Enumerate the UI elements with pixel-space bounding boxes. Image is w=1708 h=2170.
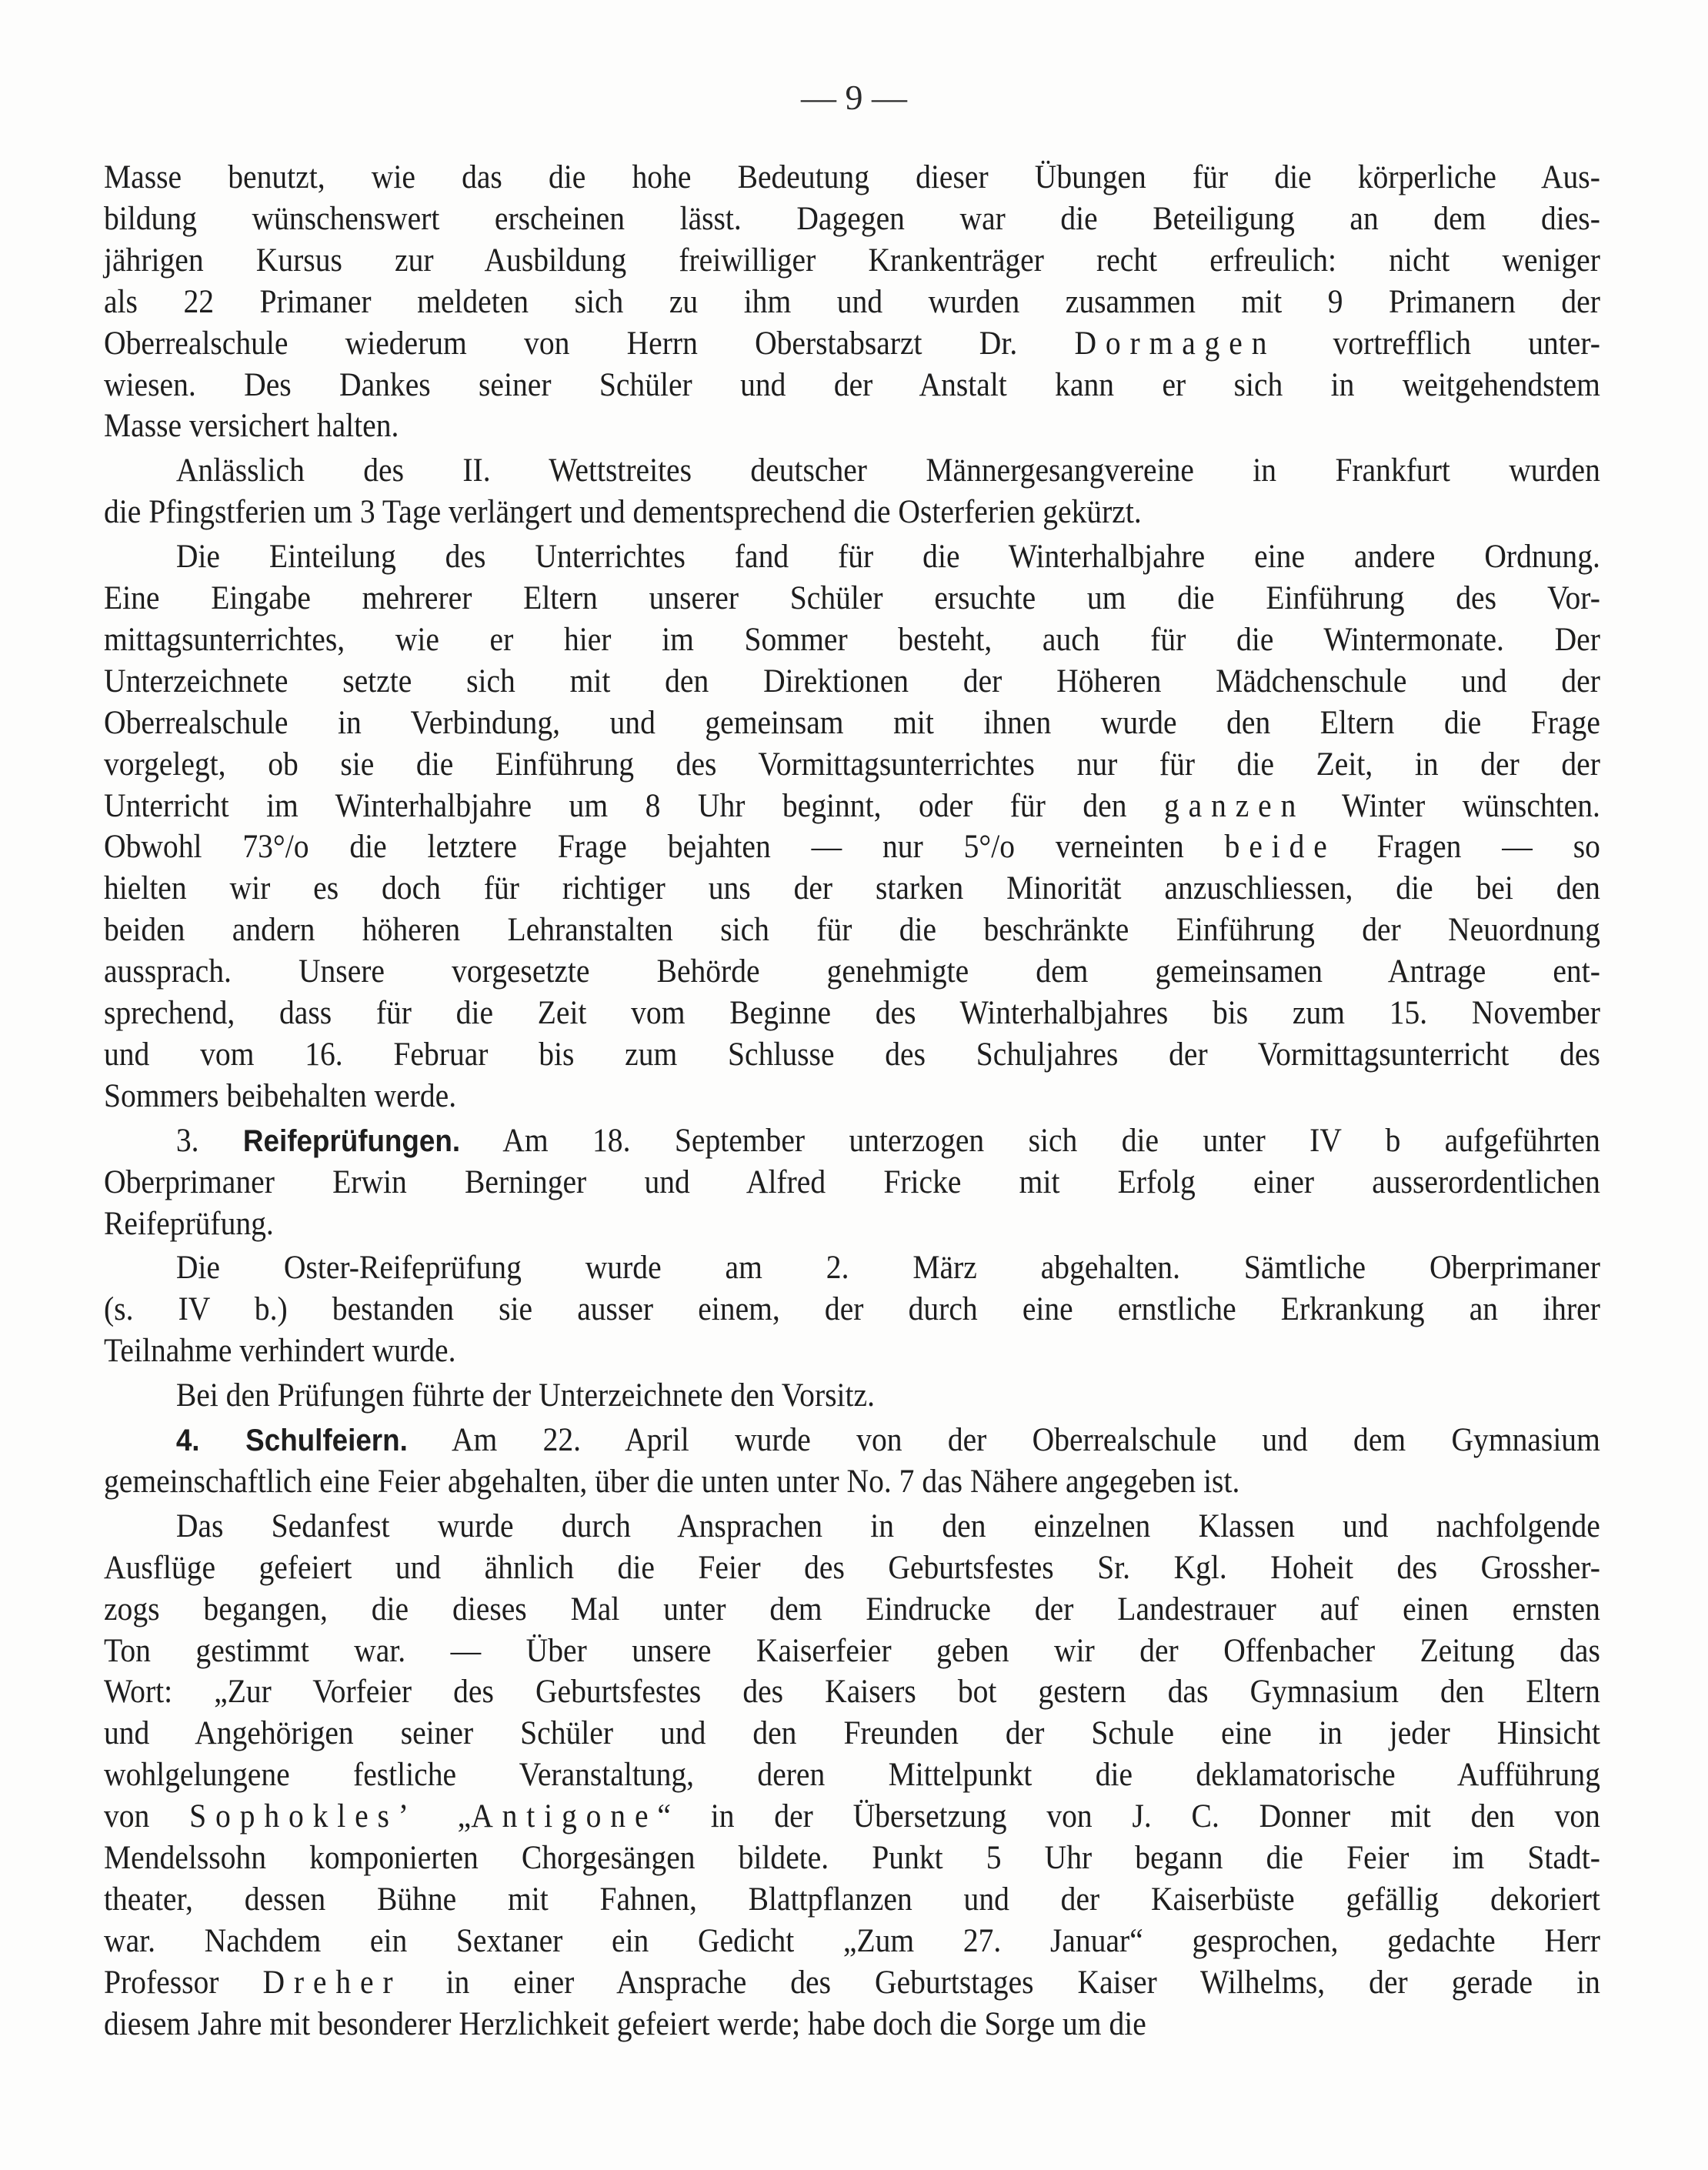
text-line	[104, 1461, 1600, 1503]
text-run: theater, dessen Bühne mit Fahnen, Blattpflanzen und der Kaiserbüste gefällig dekoriert	[104, 1881, 1600, 1918]
text-run: diesem Jahre mit besonderer Herzlichkeit gefeiert werde; habe doch die Sorge um die	[104, 2005, 1146, 2042]
text-line	[104, 826, 1600, 868]
text-run: Teilnahme verhindert wurde.	[104, 1333, 456, 1370]
section-heading: 4. Schulfeiern.	[175, 1424, 408, 1457]
text-line	[104, 1247, 1600, 1289]
text-line	[104, 1838, 1600, 1879]
text-run: die Pfingstferien um 3 Tage verlängert und dementsprechend die Osterferien gekürzt.	[104, 494, 1142, 531]
text-line	[104, 786, 1600, 827]
text-line	[104, 619, 1600, 661]
text-run: (s. IV b.) bestanden sie ausser einem, der durch eine ernstliche Erkrankung an ihrer	[104, 1291, 1600, 1328]
text-run: zogs begangen, die dieses Mal unter dem Eindrucke der Landestrauer auf einen ernsten	[104, 1591, 1600, 1627]
text-run: Sommers beibehalten werde.	[104, 1077, 457, 1114]
text-run: Am 18. September unterzogen sich die unter IV b aufgeführten	[460, 1122, 1600, 1159]
text-line	[104, 1921, 1600, 1962]
text-run: Winter wünschten.	[1305, 787, 1600, 824]
text-line	[104, 910, 1600, 951]
text-line	[104, 406, 1600, 447]
text-run: Unterzeichnete setzte sich mit den Direktionen der Höheren Mädchenschule und der	[104, 663, 1600, 699]
text-line	[104, 365, 1600, 406]
text-line	[104, 1589, 1600, 1631]
spaced-emphasis: beide	[1224, 829, 1336, 866]
text-line	[104, 450, 1600, 492]
text-run: gemeinschaftlich eine Feier abgehalten, über die unten unter No. 7 das Nähere angegeben ist.	[104, 1463, 1240, 1500]
text-line	[104, 1506, 1600, 1547]
text-line	[104, 1547, 1600, 1589]
text-run: Wort: „Zur Vorfeier des Geburtsfestes des Kaisers bot gestern das Gymnasium den Eltern	[104, 1674, 1600, 1711]
text-line	[104, 282, 1600, 323]
text-line	[104, 1289, 1600, 1330]
text-run: wiesen. Des Dankes seiner Schüler und der Anstalt kann er sich in weitgehendstem	[104, 366, 1600, 403]
text-line	[104, 703, 1600, 744]
text-line	[104, 323, 1600, 365]
text-run: wohlgelungene festliche Veranstaltung, deren Mittelpunkt die deklamatorische Aufführung	[104, 1757, 1600, 1794]
text-run: 3.	[175, 1122, 243, 1159]
text-line	[104, 1162, 1600, 1204]
text-run: Die Oster-Reifeprüfung wurde am 2. März abgehalten. Sämtliche Oberprimaner	[175, 1250, 1600, 1287]
text-run: Reifeprüfung.	[104, 1205, 274, 1242]
text-line	[104, 1879, 1600, 1921]
text-run: bildung wünschenswert erscheinen lässt. Dagegen war die Beteiligung an dem dies-	[104, 200, 1600, 237]
text-run: mittagsunterrichtes, wie er hier im Sommer besteht, auch für die Wintermonate. Der	[104, 621, 1600, 658]
text-line	[104, 240, 1600, 282]
spaced-emphasis: Antigone	[471, 1798, 658, 1835]
text-run: und Angehörigen seiner Schüler und den Freunden der Schule eine in jeder Hinsicht	[104, 1715, 1600, 1752]
text-run: Anlässlich des II. Wettstreites deutscher Männergesangvereine in Frankfurt wurden	[175, 452, 1600, 489]
text-line	[104, 1034, 1600, 1076]
text-run: Oberprimaner Erwin Berninger und Alfred Fricke mit Erfolg einer ausserordentlichen	[104, 1163, 1600, 1200]
text-line	[104, 157, 1600, 199]
text-line	[104, 2004, 1600, 2045]
text-run: und vom 16. Februar bis zum Schlusse des Schuljahres der Vormittagsunterricht des	[104, 1036, 1600, 1073]
text-run: Ausflüge gefeiert und ähnlich die Feier des Geburtsfestes Sr. Kgl. Hoheit des Grossher-	[104, 1549, 1600, 1586]
text-line	[104, 1796, 1600, 1838]
text-line	[104, 951, 1600, 993]
text-line	[104, 868, 1600, 910]
text-run: vortrefflich unter-	[1276, 325, 1600, 362]
text-run: hielten wir es doch für richtiger uns der starken Minorität anzuschliessen, die bei den	[104, 870, 1600, 907]
text-run: Die Einteilung des Unterrichtes fand für die Winterhalbjahre eine andere Ordnung.	[175, 539, 1600, 576]
text-line	[104, 1713, 1600, 1754]
text-run: Am 22. April wurde von der Oberrealschule und dem Gymnasium	[407, 1422, 1600, 1458]
text-run: vorgelegt, ob sie die Einführung des Vormittagsunterrichtes nur für die Zeit, in der der	[104, 746, 1600, 783]
text-line	[104, 993, 1600, 1034]
text-line	[104, 492, 1600, 533]
section-heading: Reifeprüfungen.	[242, 1123, 461, 1158]
text-run: jährigen Kursus zur Ausbildung freiwilliger Krankenträger recht erfreulich: nicht weniger	[104, 242, 1600, 279]
text-line	[104, 578, 1600, 619]
text-run: Professor	[104, 1964, 263, 2001]
text-run: in einer Ansprache des Geburtstages Kaiser Wilhelms, der gerade in	[402, 1964, 1600, 2001]
spaced-emphasis: Sophokles’	[189, 1798, 418, 1835]
text-run: Mendelssohn komponierten Chorgesängen bildete. Punkt 5 Uhr begann die Feier im Stadt-	[104, 1840, 1600, 1876]
text-line	[104, 1330, 1600, 1372]
text-run: beiden andern höheren Lehranstalten sich für die beschränkte Einführung der Neuordnung	[104, 912, 1600, 949]
text-run: war. Nachdem ein Sextaner ein Gedicht „Zum 27. Januar“ gesprochen, gedachte Herr	[104, 1922, 1600, 1959]
text-run: als 22 Primaner meldeten sich zu ihm und wurden zusammen mit 9 Primanern der	[104, 283, 1600, 320]
text-line	[104, 199, 1600, 240]
text-line	[104, 661, 1600, 703]
spaced-emphasis: ganzen	[1164, 787, 1306, 824]
text-run: “ in der Übersetzung von J. C. Donner mit den von	[657, 1798, 1600, 1835]
text-line	[104, 536, 1600, 578]
text-line	[104, 1420, 1600, 1461]
text-run: Oberrealschule in Verbindung, und gemeinsam mit ihnen wurde den Eltern die Frage	[104, 704, 1600, 741]
text-run: Masse versichert halten.	[104, 408, 399, 445]
text-run: Ton gestimmt war. — Über unsere Kaiserfeier geben wir der Offenbacher Zeitung das	[104, 1632, 1600, 1669]
text-run: Masse benutzt, wie das die hohe Bedeutung dieser Übungen für die körperliche Aus-	[104, 159, 1600, 195]
text-line	[104, 744, 1600, 786]
text-line	[104, 1631, 1600, 1672]
text-line	[104, 1204, 1600, 1245]
text-line	[104, 1671, 1600, 1713]
text-run: Eine Eingabe mehrerer Eltern unserer Schüler ersuchte um die Einführung des Vor-	[104, 580, 1600, 616]
page-number: — 9 —	[801, 78, 907, 117]
text-run: Das Sedanfest wurde durch Ansprachen in den einzelnen Klassen und nachfolgende	[175, 1507, 1600, 1544]
text-line	[104, 1375, 1600, 1417]
spaced-emphasis: Dreher	[262, 1964, 402, 2001]
text-run: Oberrealschule wiederum von Herrn Oberstabsarzt Dr.	[104, 325, 1075, 362]
text-line	[104, 1076, 1600, 1117]
text-line	[104, 1962, 1600, 2004]
text-run: Bei den Prüfungen führte der Unterzeichnete den Vorsitz.	[175, 1377, 875, 1414]
text-run: aussprach. Unsere vorgesetzte Behörde genehmigte dem gemeinsamen Antrage ent-	[104, 953, 1600, 990]
text-run: Unterricht im Winterhalbjahre um 8 Uhr beginnt, oder für den	[104, 787, 1165, 824]
text-line	[104, 1120, 1600, 1162]
spaced-emphasis: Dormagen	[1074, 325, 1276, 362]
text-line	[104, 1754, 1600, 1796]
text-run: sprechend, dass für die Zeit vom Beginne des Winterhalbjahres bis zum 15. November	[104, 995, 1600, 1031]
text-run: „	[417, 1798, 472, 1835]
text-run: Obwohl 73°/o die letztere Frage bejahten — nur 5°/o verneinten	[104, 829, 1225, 866]
text-run: Fragen — so	[1336, 829, 1600, 866]
text-run: von	[104, 1798, 190, 1835]
